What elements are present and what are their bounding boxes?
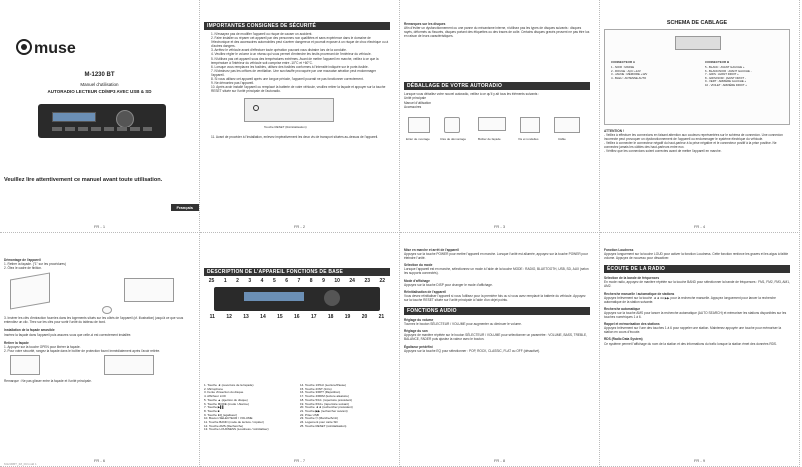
list-item: Manuel d'utilisation (404, 100, 432, 105)
callout-number: 25 (208, 278, 215, 284)
legend-item: 13. Touche LOUDNESS (Loudness / réinitialiser) (204, 427, 269, 432)
list-item: 1. N'essayez pas de modifier l'appareil ou risque de causer un accident. (211, 32, 313, 36)
step: 1. Retirer la façade. ("1" sur les procédures) (4, 262, 66, 267)
section-text: Appuyez brièvement sur la touche ◄◄ ou ▶▶ pour la recherche manuelle. Appuyez longuement pour lancer la recherche automatique de la station suivante. (604, 295, 776, 304)
description-heading: DESCRIPTION DE L'APPAREIL FONCTIONS DE BASE (204, 268, 390, 276)
radio-display (52, 112, 96, 122)
page-unpacking (400, 0, 600, 233)
muse-logo-icon (16, 36, 76, 58)
wire-item: 3 - JAUNE : MÉMOIRE +12V (611, 72, 648, 77)
reset-button-icon (253, 105, 259, 111)
page-number: FR - 4 (693, 224, 706, 229)
faceplate-icon (10, 355, 40, 375)
callout-number: 12 (226, 314, 232, 320)
accessories-figure (404, 113, 590, 153)
callout-number: 4 (260, 278, 264, 284)
section-text: Ce système permet l'affichage du nom de la station et des informations du trafic lorsque la station émet des données RDS. (604, 341, 777, 346)
legend-item: 21. Touche ▶▶ (rechercher suivant) (300, 408, 348, 413)
page-cover (0, 0, 200, 233)
section-text: En mode radio, appuyez de manière répétée sur la touche BAND pour sélectionner la bande de fréquences : FM1, FM2, FM3, AM1, AM2. (604, 280, 790, 289)
section-heading: Rappel et mémorisation des stations (604, 322, 660, 327)
legend-item: 22. Prise USB (300, 412, 319, 417)
step: 2. Ôtez le cadre de finition. (4, 266, 42, 271)
list-item: Unité principale (404, 96, 426, 101)
legend-left (204, 384, 296, 432)
section-heading: Mise en marche et arrêt de l'appareil (404, 248, 459, 252)
list-item: 3. Arrêtez le véhicule avant d'effectuer toute opération pouvant vous distraire lors de la conduite. (211, 48, 347, 53)
wire-item: 10 - VIOLET : ARRIÈRE DROIT + (705, 82, 747, 87)
note: - Veillez à effectuer les connexions en faisant attention aux couleurs représentées sur le schéma de connexion. Une connexion incorrecte peut provoquer un dysfonctionnement de l'appareil ou endommager le système électrique du véhicule. (604, 133, 783, 142)
callout-number: 2 (236, 278, 239, 284)
screws-icon (520, 117, 540, 133)
wire-list-a (611, 66, 647, 80)
section-text: Lorsque l'appareil est en marche, sélectionnez un mode à l'aide de la touche MODE : RADIO, BLUETOOTH, USB, SD, AUX (selon les supports connectés). (404, 267, 589, 276)
svg-text:muse: muse (34, 40, 76, 57)
callout-number: 7 (297, 278, 301, 284)
brand-logo (16, 36, 76, 58)
radio-illustration (38, 104, 166, 138)
legend-right (300, 384, 394, 428)
callout-number: 16 (294, 314, 300, 320)
page-number: FR - 8 (493, 458, 506, 463)
list-item: 9. Ne démontez pas l'appareil. (211, 81, 254, 86)
legend-item: 16. Touche 3/RPT (Répétition) (300, 390, 341, 395)
section-text: Appuyez brièvement sur l'une des touches 1 à 6 pour rappeler une station. Maintenez appuyée une touche pour mémoriser la station en cours d'écoute. (604, 326, 782, 335)
legend-item: 11. Touche BAND (mode de lecture / répéter) (204, 420, 264, 425)
section-heading: Mode d'affichage (404, 278, 430, 283)
wire-item: 2 - ROUGE : ACC +12V (611, 68, 641, 73)
faceplate-text: Insérez la façade dans l'appareil puis assurez-vous que celle-ci est correctement installée. (4, 332, 132, 337)
frame-icon (10, 273, 50, 310)
legend-item: 24. Logement pour carte SD (300, 420, 338, 425)
step: 2. Pour votre sécurité, rangez la façade dans le boîtier de protection fourni immédiatement après l'avoir retirée. (4, 348, 161, 353)
legend-item: 6. Touche MODE (mode / Alarme) (204, 401, 249, 406)
legend-item: 15. Touche 2/INT (Intro) (300, 386, 332, 391)
list-item: Accessoires (404, 104, 422, 109)
section-heading: Égaliseur prédéfini (404, 344, 433, 349)
volume-knob-icon (116, 110, 134, 128)
legend-item: 20. Touche ◄◄ (rechercher précédent) (300, 405, 353, 410)
mounting-sleeve-icon (408, 117, 430, 133)
demount-heading: Démontage de l'appareil (4, 258, 41, 262)
product-subtitle: AUTORADIO LECTEUR CD/MP3 AVEC USB & SD (47, 89, 152, 94)
page-number: FR - 1 (93, 224, 106, 229)
preset-buttons (52, 127, 152, 131)
page-description (200, 234, 400, 467)
reset-label: Touche RESET (Réinitialisation) (264, 125, 307, 130)
callout-number: 19 (344, 314, 351, 320)
case-icon (104, 355, 154, 375)
acc-label: Vis et rondelles (518, 136, 539, 141)
callouts-top (204, 278, 390, 284)
callout-number: 11 (209, 314, 215, 320)
note: - Vérifiez que les connexions soient correctes avant de mettre l'appareil en marche. (604, 149, 722, 154)
section-text: Vous devez réinitialiser l'appareil si vous l'utilisez pour la première fois ou si vous avez remplacé la batterie du véhicule. Appuyez sur la touche RESET située sur l'unité principale à l'aide d'un objet pointu. (404, 293, 586, 302)
acc-label: Câble (558, 136, 566, 141)
remove-heading: Retirer la façade (4, 340, 29, 345)
list-item: 11. Avant de procéder à l'installation, enlevez impérativement les deux vis de transport situées au-dessus de l'appareil. (211, 135, 379, 140)
key-icon (102, 306, 112, 314)
section-heading: Réglage du son (404, 329, 428, 334)
page-radio (600, 234, 800, 467)
callout-number: 15 (277, 314, 283, 320)
page-safety (200, 0, 400, 233)
legend-item: 23. Touche ⏻ (Marche/Arrêt) (300, 416, 338, 421)
legend-item: 19. Touche 6/10+ (répertoire suivant) (300, 401, 350, 406)
wiring-diagram (604, 29, 790, 125)
step: 1. Appuyez sur la touche OPEN pour libérer la façade. (4, 344, 81, 349)
page-number: FR - 9 (693, 458, 706, 463)
callout-number: 1 (223, 278, 227, 284)
section-heading: Recherche automatique (604, 306, 641, 311)
legend-item: 2. Microphone (204, 386, 224, 391)
wire-item: 9 - VERT : ARRIÈRE GAUCHE + (705, 79, 747, 84)
callout-number: 14 (260, 314, 266, 320)
legend-item: 17. Touche 4/RDM (lecture aléatoire) (300, 394, 349, 399)
page-number: FR - 3 (493, 224, 506, 229)
callout-number: 6 (285, 278, 288, 284)
radio-unit-icon (675, 36, 721, 50)
callout-number: 18 (327, 314, 334, 320)
wiring-title: SCHEMA DE CABLAGE (666, 20, 728, 26)
read-notice: Veuillez lire attentivement ce manuel avant toute utilisation. (4, 177, 163, 183)
print-mark: M1230BT_IM_FR.indd 1 (4, 462, 37, 466)
safety-list (204, 32, 390, 93)
section-heading: Fonction Loudness (604, 248, 634, 252)
callout-number: 17 (310, 314, 317, 320)
step: 3. Insérer les clés d'extraction fournies dans les logements situés sur les côtés de l'appareil (cf. illustration) jusqu'à ce que vous entendiez un clic. Tirez sur les clés pour sortir l'unité du tableau de bord. (4, 316, 184, 325)
legend-item: 8. Touche ■ (204, 408, 220, 413)
callout-number: 13 (243, 314, 249, 320)
list-item: 10. Après avoir installé l'appareil ou remplacé la batterie de votre véhicule, veuillez retirer la façade et appuyer sur la touche RESET située sur l'unité principale de l'autoradio. (211, 85, 386, 94)
list-item: 4. Veuillez régler le volume à un niveau qui vous permet d'entendre les bruits provenant de l'extérieur du véhicule. (211, 52, 372, 57)
page-audio (400, 234, 600, 467)
legend-item: 7. Touche ▶▌▌ (204, 405, 225, 410)
legend-item: 10. Bouton SÉLECTEUR / VOLUME (204, 416, 253, 421)
note: - Veillez à connecter le connecteur négatif du haut-parleur à la prise négative et le connecteur positif à la prise positive. Ne connectez jamais les câbles des haut-parleurs entre eux. (604, 141, 777, 150)
front-panel-diagram (204, 278, 390, 324)
page-number: FR - 2 (293, 224, 306, 229)
panel-knob-icon (324, 290, 340, 306)
radio-heading: ÉCOUTE DE LA RADIO (604, 265, 790, 273)
callout-number: 23 (364, 278, 371, 284)
unpacking-text: Lorsque vous déballez votre nouvel autoradio, veillez à ce qu'il y ait tous les éléments suivants : (404, 92, 540, 97)
section-heading: Réinitialisation de l'appareil (404, 289, 447, 294)
manual-title: Manuel d'utilisation (80, 82, 119, 87)
wire-item: 1 - NOIR : MASSE (611, 65, 635, 69)
section-text: Appuyez sur la touche POWER pour mettre l'appareil en marche. Lorsque l'unité est allumée, appuyez sur la touche POWER pour éteindre l'unité. (404, 252, 588, 261)
section-heading: Recherche manuelle / automatique de stations (604, 291, 675, 296)
list-item: 5. N'utilisez pas cet appareil sous des températures extrêmes. Avant de mettre l'appareil en marche, veillez à ce que la température à l'intérieur du véhicule soit comprise entre -10°C et +60°C. (211, 56, 379, 65)
attention-heading: ATTENTION ! (604, 129, 624, 133)
callout-number: 20 (361, 314, 368, 320)
section-heading: Réglage du volume (404, 318, 434, 323)
page-demount (0, 234, 200, 467)
page-wiring (600, 0, 800, 233)
section-heading: Sélection de la bande de fréquences (604, 276, 660, 281)
wire-item: 5 - BLANC : AVANT GAUCHE + (705, 65, 745, 69)
callouts-bottom (204, 314, 390, 320)
callout-number: 21 (378, 314, 385, 320)
callout-number: 10 (334, 278, 340, 284)
list-item: 7. N'obstruez pas les orifices de ventilation. Une surchauffe provoquée par une mauvaise aération peut endommager l'appareil. (211, 68, 376, 77)
callout-number: 3 (248, 278, 252, 284)
wire-item: 8 - GRIS/NOIR : AVANT DROIT - (705, 75, 746, 80)
legend-item: 9. Touche EQ (égaliseur) (204, 412, 238, 417)
disc-text: Afin d'éviter un dysfonctionnement ou une panne du mécanisme interne, n'utilisez pas les types de disques suivants : disques rayés, déformés ou fissurés, disques portant des étiquettes ou des traces de colle. Certains disques gravés peuvent ne pas être lus en raison de leurs caractéristiques. (404, 26, 590, 39)
section-text: Tournez le bouton SÉLECTEUR / VOLUME pour augmenter ou diminuer le volume. (404, 322, 522, 327)
panel-display (244, 292, 304, 301)
audio-heading: FONCTIONS AUDIO (404, 307, 590, 315)
section-text: Appuyez sur la touche DISP pour changer le mode d'affichage. (404, 282, 493, 287)
acc-label: Clés de démontage (440, 136, 467, 141)
connector-a-label: CONNECTEUR A (611, 60, 636, 64)
wire-item: 4 - BLEU : ANTENNE AUTO (611, 75, 647, 80)
section-heading: Sélection du mode (404, 263, 433, 268)
faceplate-figure (4, 353, 190, 379)
connector-b-label: CONNECTEUR B (705, 60, 730, 64)
demount-figure (4, 270, 190, 316)
legend-item: 14. Touche 1/PAU (Lecture/Pause) (300, 383, 347, 387)
callout-number: 9 (322, 278, 325, 284)
unit-drawing (244, 98, 334, 122)
legend-item: 18. Touche 5/10- (répertoire précédent) (300, 397, 353, 402)
model-name: M-1230 BT (84, 72, 115, 78)
remark: Remarque : Ne pas glisser entre la façade et l'unité principale. (4, 378, 92, 383)
legend-item: 1. Touche ◄ (ouverture de la façade) (204, 383, 254, 387)
legend-item: 4. Afficheur LCD (204, 394, 226, 399)
safety-heading: IMPORTANTES CONSIGNES DE SÉCURITÉ (204, 22, 390, 30)
section-text: Appuyez sur la touche EQ pour sélectionner : POP, ROCK, CLASSIC, FLAT ou OFF (désactivé). (404, 348, 541, 353)
callout-number: 22 (379, 278, 386, 284)
list-item: 8. Si vous utilisez cet appareil après une longue période, l'appareil pourrait ne pas fonctionner correctement. (211, 77, 364, 82)
legend-item: 5. Touche ▲ (éjection du disque) (204, 397, 248, 402)
wire-list-b (705, 66, 752, 88)
unpacking-heading: DÉBALLAGE DE VOTRE AUTORADIO (404, 82, 590, 90)
wire-item: 6 - BLANC/NOIR : AVANT GAUCHE - (705, 68, 752, 73)
faceplate-heading: Installation de la façade amovible (4, 328, 55, 333)
language-tab: Français (171, 204, 199, 211)
callout-number: 8 (309, 278, 313, 284)
page-number: FR - 6 (93, 458, 106, 463)
legend-item: 25. Touche RESET (réinitialisation) (300, 423, 347, 428)
callout-number: 5 (272, 278, 276, 284)
section-text: Appuyez de manière répétée sur le bouton SÉLECTEUR / VOLUME pour sélectionner un paramètre : VOLUME, BASS, TREBLE, BALANCE, FADER puis ajustez la valeur avec le bouton. (404, 333, 587, 342)
acc-label: Etrier de montage (406, 136, 430, 141)
callout-number: 24 (349, 278, 355, 284)
section-heading: RDS (Radio Data System) (604, 337, 643, 342)
removal-keys-icon (444, 117, 460, 133)
list-item: 6. Lorsque vous remplacez les fusibles, utilisez des fusibles conformes à l'intensité indiquée sur le porte-fusible. (211, 64, 369, 69)
acc-label: Boîtier de façade (478, 136, 501, 141)
reset-figure (204, 96, 390, 132)
cable-icon (554, 117, 580, 133)
legend-item: 3. Fente d'insertion du disque (204, 390, 244, 395)
unit-icon (124, 278, 174, 302)
page-number: FR - 7 (293, 458, 306, 463)
wire-item: 7 - GRIS : AVANT DROIT + (705, 72, 739, 77)
section-text: Appuyez longuement sur la touche LOUD pour activer la fonction Loudness. Cette fonction renforce les graves et les aigus à faible volume. Appuyez de nouveau pour désactiver. (604, 252, 789, 261)
disc-heading: Remarques sur les disques (404, 22, 446, 26)
panel-drawing (214, 287, 380, 311)
legend-item: 12. Touche AMS (Recherche) (204, 423, 244, 428)
section-text: Appuyez sur la touche AMS pour lancer la recherche automatique (AUTO SEARCH) et mémoriser les stations disponibles sur les touches numériques 1 à 6. (604, 310, 787, 320)
front-case-icon (478, 117, 506, 131)
list-item: 2. Faire installer ou réparer cet appareil par des personnes non qualifiées et sans expérience dans le domaine de l'électronique et des accessoires automobiles peut s'avérer dangereux et pourrait exposer à un risque de choc électrique ou à d'autres dangers. (211, 36, 389, 49)
